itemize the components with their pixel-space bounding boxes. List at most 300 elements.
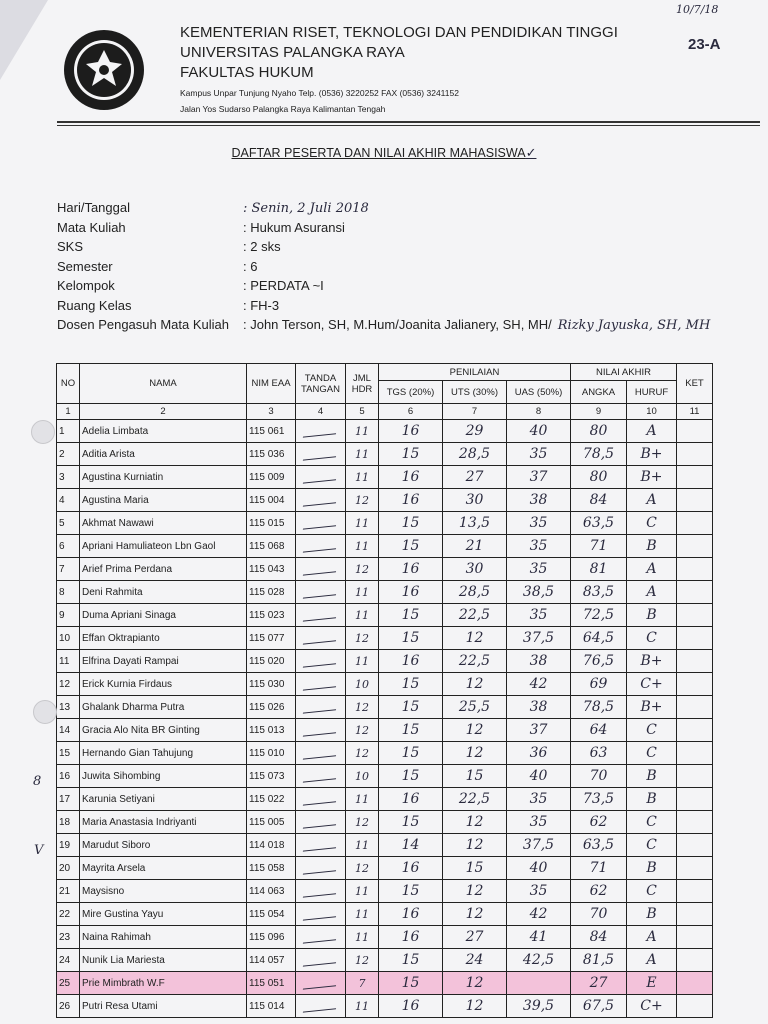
column-number: 2	[80, 404, 247, 420]
student-nim: 115 020	[247, 650, 296, 673]
score-tgs: 15	[379, 811, 443, 834]
student-nim: 114 057	[247, 949, 296, 972]
student-name: Maria Anastasia Indriyanti	[80, 811, 247, 834]
grade-huruf: C	[627, 512, 677, 535]
score-angka: 71	[571, 535, 627, 558]
score-angka: 70	[571, 765, 627, 788]
punch-hole	[31, 420, 55, 444]
student-name: Aditia Arista	[80, 443, 247, 466]
column-number: 4	[296, 404, 346, 420]
score-uts: 12	[443, 627, 507, 650]
signature-cell	[296, 788, 346, 811]
score-tgs: 15	[379, 972, 443, 995]
row-no: 7	[57, 558, 80, 581]
info-label: SKS	[57, 239, 84, 254]
score-angka: 64	[571, 719, 627, 742]
remarks-cell	[677, 949, 713, 972]
score-uts: 29	[443, 420, 507, 443]
table-row	[57, 926, 713, 949]
table-row	[57, 719, 713, 742]
student-name: Karunia Setiyani	[80, 788, 247, 811]
score-uts: 25,5	[443, 696, 507, 719]
remarks-cell	[677, 420, 713, 443]
student-name: Ghalank Dharma Putra	[80, 696, 247, 719]
score-tgs: 16	[379, 903, 443, 926]
score-tgs: 16	[379, 857, 443, 880]
info-label: Hari/Tanggal	[57, 200, 130, 215]
student-nim: 115 015	[247, 512, 296, 535]
score-uts: 30	[443, 558, 507, 581]
signature-scribble-icon	[302, 904, 338, 920]
score-tgs: 16	[379, 420, 443, 443]
attendance-count: 12	[346, 489, 379, 512]
signature-scribble-icon	[302, 605, 338, 621]
col-nim: NIM EAA	[247, 364, 296, 404]
table-row	[57, 834, 713, 857]
signature-cell	[296, 995, 346, 1018]
table-row	[57, 627, 713, 650]
table-row	[57, 995, 713, 1018]
score-uts: 12	[443, 903, 507, 926]
signature-scribble-icon	[302, 490, 338, 506]
attendance-count: 11	[346, 604, 379, 627]
signature-cell	[296, 420, 346, 443]
grade-huruf: A	[627, 420, 677, 443]
header-rule-thin	[57, 125, 760, 126]
attendance-count: 7	[346, 972, 379, 995]
score-uts: 12	[443, 811, 507, 834]
row-no: 12	[57, 673, 80, 696]
document-title	[0, 145, 768, 161]
signature-scribble-icon	[302, 674, 338, 690]
signature-cell	[296, 696, 346, 719]
university-seal-icon	[62, 28, 146, 112]
attendance-count: 11	[346, 535, 379, 558]
row-no: 20	[57, 857, 80, 880]
col-jml: JML HDR	[346, 364, 379, 404]
student-nim: 115 036	[247, 443, 296, 466]
row-no: 25	[57, 972, 80, 995]
score-uts: 22,5	[443, 604, 507, 627]
university-name: UNIVERSITAS PALANGKA RAYA	[180, 44, 405, 61]
score-tgs: 15	[379, 604, 443, 627]
score-uas: 38	[507, 650, 571, 673]
table-row	[57, 443, 713, 466]
student-nim: 115 054	[247, 903, 296, 926]
score-uts: 21	[443, 535, 507, 558]
score-angka: 81,5	[571, 949, 627, 972]
score-angka: 78,5	[571, 443, 627, 466]
score-tgs: 15	[379, 949, 443, 972]
score-uts: 28,5	[443, 443, 507, 466]
signature-scribble-icon	[302, 536, 338, 552]
score-tgs: 15	[379, 765, 443, 788]
student-nim: 115 058	[247, 857, 296, 880]
score-uts: 12	[443, 880, 507, 903]
score-uas: 41	[507, 926, 571, 949]
score-uts: 24	[443, 949, 507, 972]
signature-scribble-icon	[302, 789, 338, 805]
table-row	[57, 880, 713, 903]
table-row	[57, 765, 713, 788]
score-uas: 42,5	[507, 949, 571, 972]
attendance-count: 11	[346, 443, 379, 466]
score-uas: 35	[507, 535, 571, 558]
signature-scribble-icon	[302, 651, 338, 667]
student-nim: 115 043	[247, 558, 296, 581]
grade-huruf: B	[627, 857, 677, 880]
row-no: 2	[57, 443, 80, 466]
score-angka: 70	[571, 903, 627, 926]
signature-cell	[296, 627, 346, 650]
info-label: Kelompok	[57, 278, 115, 293]
score-angka: 27	[571, 972, 627, 995]
col-tgs: TGS (20%)	[379, 381, 443, 404]
signature-cell	[296, 811, 346, 834]
student-nim: 115 023	[247, 604, 296, 627]
score-angka: 69	[571, 673, 627, 696]
remarks-cell	[677, 857, 713, 880]
signature-scribble-icon	[302, 812, 338, 828]
column-number: 7	[443, 404, 507, 420]
student-name: Maysisno	[80, 880, 247, 903]
handwritten-lecturer: Rizky Jayuska, SH, MH	[557, 318, 711, 333]
signature-cell	[296, 650, 346, 673]
student-name: Marudut Siboro	[80, 834, 247, 857]
grade-huruf: A	[627, 926, 677, 949]
score-angka: 63,5	[571, 512, 627, 535]
signature-cell	[296, 512, 346, 535]
attendance-count: 11	[346, 926, 379, 949]
grade-huruf: C	[627, 834, 677, 857]
score-uts: 12	[443, 834, 507, 857]
row-no: 5	[57, 512, 80, 535]
info-value	[243, 317, 710, 333]
row-no: 4	[57, 489, 80, 512]
ministry-name: KEMENTERIAN RISET, TEKNOLOGI DAN PENDIDIKAN TINGGI	[180, 24, 618, 41]
row-no: 18	[57, 811, 80, 834]
row-no: 13	[57, 696, 80, 719]
table-row	[57, 742, 713, 765]
score-uas: 37	[507, 466, 571, 489]
student-nim: 115 061	[247, 420, 296, 443]
signature-cell	[296, 719, 346, 742]
handwritten-date: 10/7/18	[676, 3, 719, 16]
student-name: Agustina Kurniatin	[80, 466, 247, 489]
signature-scribble-icon	[302, 858, 338, 874]
student-nim: 115 004	[247, 489, 296, 512]
signature-scribble-icon	[302, 996, 338, 1012]
score-angka: 84	[571, 489, 627, 512]
check-mark-icon: ✓	[525, 145, 537, 160]
student-nim: 115 026	[247, 696, 296, 719]
student-nim: 115 030	[247, 673, 296, 696]
grade-huruf: C+	[627, 673, 677, 696]
student-nim: 115 005	[247, 811, 296, 834]
remarks-cell	[677, 604, 713, 627]
student-nim: 115 096	[247, 926, 296, 949]
score-uts: 12	[443, 995, 507, 1018]
column-number: 6	[379, 404, 443, 420]
score-uts: 22,5	[443, 650, 507, 673]
table-row	[57, 535, 713, 558]
info-value: : PERDATA ~I	[243, 278, 324, 293]
student-nim: 115 010	[247, 742, 296, 765]
row-no: 16	[57, 765, 80, 788]
table-row	[57, 466, 713, 489]
signature-cell	[296, 903, 346, 926]
remarks-cell	[677, 765, 713, 788]
table-row	[57, 420, 713, 443]
student-name: Gracia Alo Nita BR Ginting	[80, 719, 247, 742]
signature-scribble-icon	[302, 720, 338, 736]
attendance-count: 12	[346, 558, 379, 581]
score-angka: 71	[571, 857, 627, 880]
column-number: 10	[627, 404, 677, 420]
student-nim: 115 022	[247, 788, 296, 811]
score-uas: 35	[507, 811, 571, 834]
remarks-cell	[677, 811, 713, 834]
grade-huruf: C	[627, 742, 677, 765]
student-nim: 114 063	[247, 880, 296, 903]
attendance-count: 11	[346, 650, 379, 673]
score-uts: 30	[443, 489, 507, 512]
student-name: Hernando Gian Tahujung	[80, 742, 247, 765]
remarks-cell	[677, 926, 713, 949]
row-no: 10	[57, 627, 80, 650]
row-no: 17	[57, 788, 80, 811]
student-nim: 115 051	[247, 972, 296, 995]
score-uts: 12	[443, 972, 507, 995]
score-angka: 84	[571, 926, 627, 949]
score-uas: 38	[507, 489, 571, 512]
score-tgs: 16	[379, 466, 443, 489]
score-tgs: 15	[379, 880, 443, 903]
attendance-count: 11	[346, 512, 379, 535]
signature-cell	[296, 742, 346, 765]
score-uas: 35	[507, 558, 571, 581]
signature-scribble-icon	[302, 697, 338, 713]
attendance-count: 12	[346, 811, 379, 834]
col-angka: ANGKA	[571, 381, 627, 404]
score-angka: 72,5	[571, 604, 627, 627]
attendance-count: 10	[346, 765, 379, 788]
score-angka: 64,5	[571, 627, 627, 650]
table-row	[57, 650, 713, 673]
remarks-cell	[677, 466, 713, 489]
score-tgs: 16	[379, 581, 443, 604]
remarks-cell	[677, 443, 713, 466]
signature-scribble-icon	[302, 444, 338, 460]
attendance-count: 12	[346, 857, 379, 880]
score-uts: 28,5	[443, 581, 507, 604]
score-tgs: 15	[379, 742, 443, 765]
signature-cell	[296, 558, 346, 581]
remarks-cell	[677, 489, 713, 512]
column-number: 3	[247, 404, 296, 420]
faculty-name: FAKULTAS HUKUM	[180, 64, 314, 81]
student-name: Prie Mimbrath W.F	[80, 972, 247, 995]
score-angka: 80	[571, 466, 627, 489]
score-angka: 62	[571, 880, 627, 903]
score-uas: 35	[507, 788, 571, 811]
score-uas: 37,5	[507, 834, 571, 857]
student-name: Apriani Hamuliateon Lbn Gaol	[80, 535, 247, 558]
score-uas: 38	[507, 696, 571, 719]
column-number: 1	[57, 404, 80, 420]
score-angka: 81	[571, 558, 627, 581]
student-name: Naina Rahimah	[80, 926, 247, 949]
grade-huruf: B+	[627, 650, 677, 673]
folded-corner	[0, 0, 48, 80]
row-no: 19	[57, 834, 80, 857]
student-name: Deni Rahmita	[80, 581, 247, 604]
grade-huruf: C	[627, 719, 677, 742]
grade-huruf: B	[627, 903, 677, 926]
score-tgs: 16	[379, 926, 443, 949]
student-name: Akhmat Nawawi	[80, 512, 247, 535]
attendance-count: 12	[346, 742, 379, 765]
row-no: 8	[57, 581, 80, 604]
col-no: NO	[57, 364, 80, 404]
table-row	[57, 558, 713, 581]
signature-cell	[296, 443, 346, 466]
student-rows	[57, 420, 713, 1018]
row-no: 22	[57, 903, 80, 926]
score-tgs: 15	[379, 627, 443, 650]
info-label: Ruang Kelas	[57, 297, 132, 313]
remarks-cell	[677, 627, 713, 650]
col-tanda: TANDA TANGAN	[296, 364, 346, 404]
grade-huruf: B	[627, 765, 677, 788]
student-name: Putri Resa Utami	[80, 995, 247, 1018]
info-value: : 6	[243, 258, 258, 274]
remarks-cell	[677, 535, 713, 558]
student-nim: 115 073	[247, 765, 296, 788]
attendance-count: 12	[346, 949, 379, 972]
info-value: : Hukum Asuransi	[243, 219, 345, 235]
row-no: 11	[57, 650, 80, 673]
score-uts: 12	[443, 742, 507, 765]
score-uts: 13,5	[443, 512, 507, 535]
table-row	[57, 512, 713, 535]
score-angka: 63,5	[571, 834, 627, 857]
score-uas: 39,5	[507, 995, 571, 1018]
info-label: Dosen Pengasuh Mata Kuliah	[57, 317, 230, 332]
row-no: 24	[57, 949, 80, 972]
table-row	[57, 972, 713, 995]
student-name: Juwita Sihombing	[80, 765, 247, 788]
signature-cell	[296, 466, 346, 489]
grade-huruf: A	[627, 949, 677, 972]
remarks-cell	[677, 834, 713, 857]
signature-scribble-icon	[302, 467, 338, 483]
score-uas: 35	[507, 880, 571, 903]
signature-cell	[296, 972, 346, 995]
signature-scribble-icon	[302, 743, 338, 759]
remarks-cell	[677, 558, 713, 581]
student-nim: 115 068	[247, 535, 296, 558]
score-uas	[507, 972, 571, 995]
score-uas: 36	[507, 742, 571, 765]
attendance-count: 12	[346, 627, 379, 650]
student-nim: 115 013	[247, 719, 296, 742]
table-row	[57, 696, 713, 719]
student-name: Mayrita Arsela	[80, 857, 247, 880]
table-row	[57, 949, 713, 972]
col-nilai-akhir: NILAI AKHIR	[571, 364, 677, 381]
col-uas: UAS (50%)	[507, 381, 571, 404]
header-row-1	[57, 364, 713, 381]
score-angka: 83,5	[571, 581, 627, 604]
score-uas: 42	[507, 673, 571, 696]
grade-huruf: B	[627, 535, 677, 558]
info-label: Semester	[57, 258, 113, 274]
row-no: 3	[57, 466, 80, 489]
signature-scribble-icon	[302, 766, 338, 782]
student-nim: 114 018	[247, 834, 296, 857]
signature-scribble-icon	[302, 881, 338, 897]
score-uas: 42	[507, 903, 571, 926]
score-tgs: 15	[379, 443, 443, 466]
signature-cell	[296, 489, 346, 512]
row-no: 1	[57, 420, 80, 443]
score-tgs: 15	[379, 673, 443, 696]
score-uas: 37	[507, 719, 571, 742]
col-uts: UTS (30%)	[443, 381, 507, 404]
table-row	[57, 857, 713, 880]
margin-mark-16: 8	[33, 774, 42, 789]
column-number: 9	[571, 404, 627, 420]
student-name: Mire Gustina Yayu	[80, 903, 247, 926]
table-row	[57, 811, 713, 834]
remarks-cell	[677, 673, 713, 696]
remarks-cell	[677, 650, 713, 673]
student-name: Erick Kurnia Firdaus	[80, 673, 247, 696]
score-angka: 76,5	[571, 650, 627, 673]
column-number: 5	[346, 404, 379, 420]
student-name: Agustina Maria	[80, 489, 247, 512]
score-angka: 63	[571, 742, 627, 765]
attendance-count: 11	[346, 880, 379, 903]
attendance-count: 11	[346, 420, 379, 443]
student-name: Arief Prima Perdana	[80, 558, 247, 581]
signature-scribble-icon	[302, 513, 338, 529]
info-value: : FH-3	[243, 297, 280, 313]
score-tgs: 15	[379, 719, 443, 742]
info-value: : 2 sks	[243, 239, 281, 254]
col-ket: KET	[677, 364, 713, 404]
student-name: Adelia Limbata	[80, 420, 247, 443]
remarks-cell	[677, 581, 713, 604]
signature-scribble-icon	[302, 927, 338, 943]
row-no: 6	[57, 535, 80, 558]
score-tgs: 15	[379, 535, 443, 558]
grade-huruf: A	[627, 558, 677, 581]
column-number: 11	[677, 404, 713, 420]
header-rule	[57, 121, 760, 123]
address-line-2: Jalan Yos Sudarso Palangka Raya Kalimantan Tengah	[180, 104, 386, 114]
margin-mark-19: V	[34, 843, 44, 858]
grade-huruf: B+	[627, 443, 677, 466]
row-no: 14	[57, 719, 80, 742]
signature-scribble-icon	[302, 559, 338, 575]
grades-table	[56, 363, 713, 1018]
score-uas: 35	[507, 443, 571, 466]
attendance-count: 11	[346, 788, 379, 811]
info-value	[243, 200, 369, 216]
col-huruf: HURUF	[627, 381, 677, 404]
